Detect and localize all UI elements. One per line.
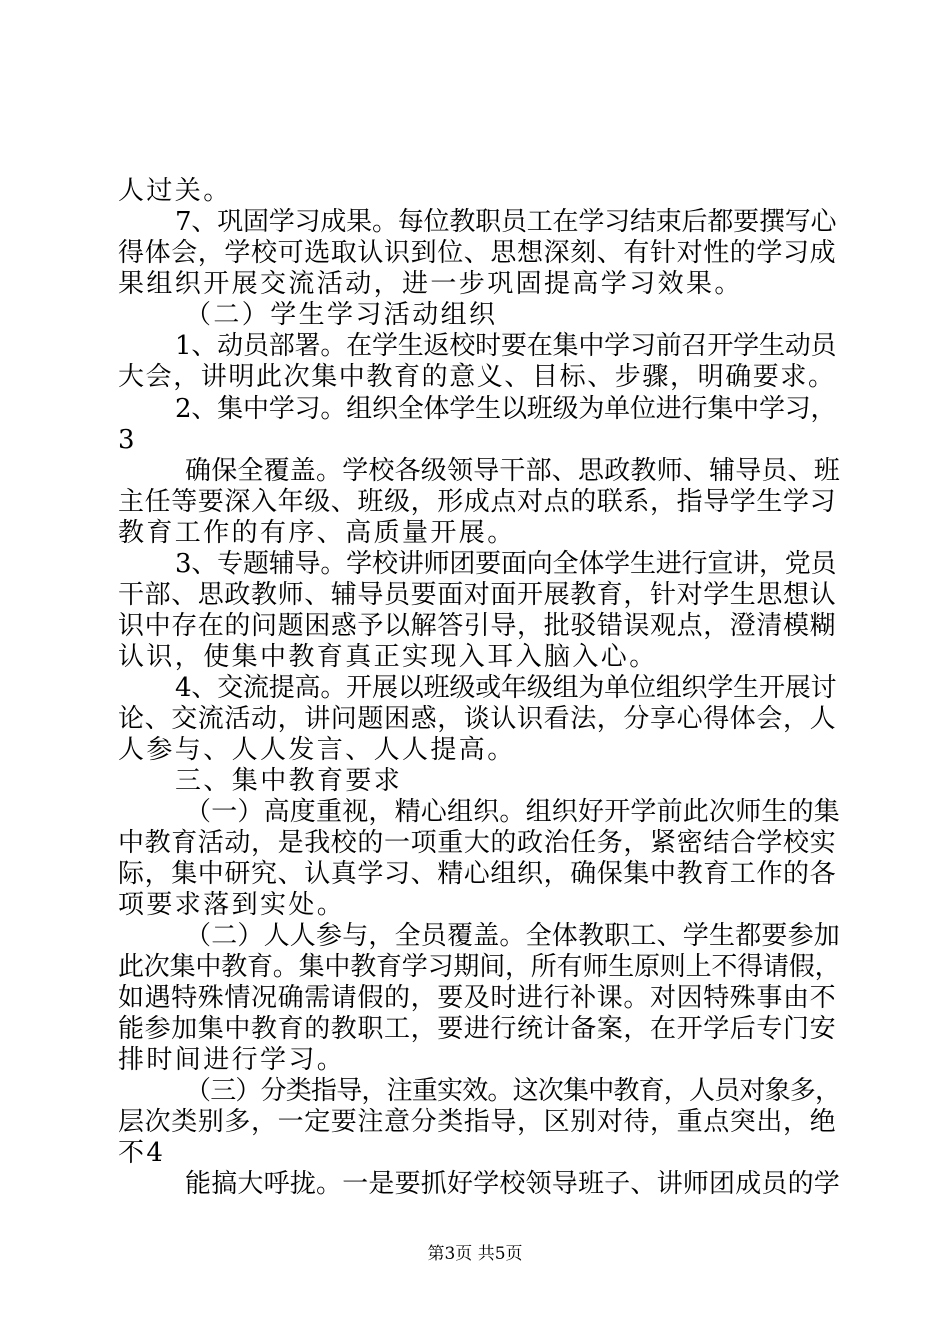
page-footer	[0, 1243, 950, 1265]
text-line: 干部、思政教师、辅导员要面对面开展教育，针对学生思想认	[118, 580, 837, 610]
text-line: （一）高度重视，精心组织。组织好开学前此次师生的集	[185, 797, 841, 827]
page-number-label: 第3页 共5页	[427, 1244, 523, 1264]
text-line: （二）人人参与，全员覆盖。全体教职工、学生都要参加	[185, 921, 841, 951]
text-line: 7、巩固学习成果。每位教职员工在学习结束后都要撰写心	[175, 207, 837, 237]
text-line: 层次类别多，一定要注意分类指导，区别对待，重点突出，绝	[118, 1107, 837, 1137]
text-line: 人参与、人人发言、人人提高。	[118, 735, 516, 765]
text-line: 2、集中学习。组织全体学生以班级为单位进行集中学习，	[175, 394, 837, 424]
text-line: 项要求落到实处。	[118, 890, 346, 920]
text-line: 此次集中教育。集中教育学习期间，所有师生原则上不得请假，	[118, 952, 841, 982]
text-line: 确保全覆盖。学校各级领导干部、思政教师、辅导员、班	[185, 456, 841, 486]
text-line: 能参加集中教育的教职工，要进行统计备案，在开学后专门安	[118, 1014, 837, 1044]
text-line: 主任等要深入年级、班级，形成点对点的联系，指导学生学习	[118, 487, 837, 517]
text-line: 中教育活动，是我校的一项重大的政治任务，紧密结合学校实	[118, 828, 837, 858]
section-heading: 三、集中教育要求	[175, 766, 403, 796]
text-line: 果组织开展交流活动，进一步巩固提高学习效果。	[118, 269, 743, 299]
text-line: 人过关。	[118, 176, 232, 206]
text-line: 4、交流提高。开展以班级或年级组为单位组织学生开展讨	[175, 673, 837, 703]
text-line: 如遇特殊情况确需请假的，要及时进行补课。对因特殊事由不	[118, 983, 837, 1013]
text-line: 能搞大呼拢。一是要抓好学校领导班子、讲师团成员的学	[185, 1169, 841, 1199]
text-line: 际，集中研究、认真学习、精心组织，确保集中教育工作的各	[118, 859, 837, 889]
text-line: （三）分类指导，注重实效。这次集中教育，人员对象多，	[185, 1076, 841, 1106]
inline-page-number: 3	[118, 425, 137, 455]
text-line: 大会，讲明此次集中教育的意义、目标、步骤，明确要求。	[118, 362, 836, 392]
text-line: 排时间进行学习。	[118, 1045, 346, 1075]
text-line: 不4	[118, 1138, 166, 1168]
text-line: 3、专题辅导。学校讲师团要面向全体学生进行宣讲，党员	[175, 549, 837, 579]
text-line: 识中存在的问题困惑予以解答引导，批驳错误观点，澄清模糊	[118, 611, 837, 641]
text-line: 论、交流活动，讲问题困惑，谈认识看法，分享心得体会，人	[118, 704, 837, 734]
section-heading: （二）学生学习活动组织	[185, 300, 498, 330]
text-line: 认识，使集中教育真正实现入耳入脑入心。	[118, 642, 658, 672]
text-line: 教育工作的有序、高质量开展。	[118, 518, 516, 548]
text-line: 1、动员部署。在学生返校时要在集中学习前召开学生动员	[175, 331, 837, 361]
text-line: 得体会，学校可选取认识到位、思想深刻、有针对性的学习成	[118, 238, 837, 268]
